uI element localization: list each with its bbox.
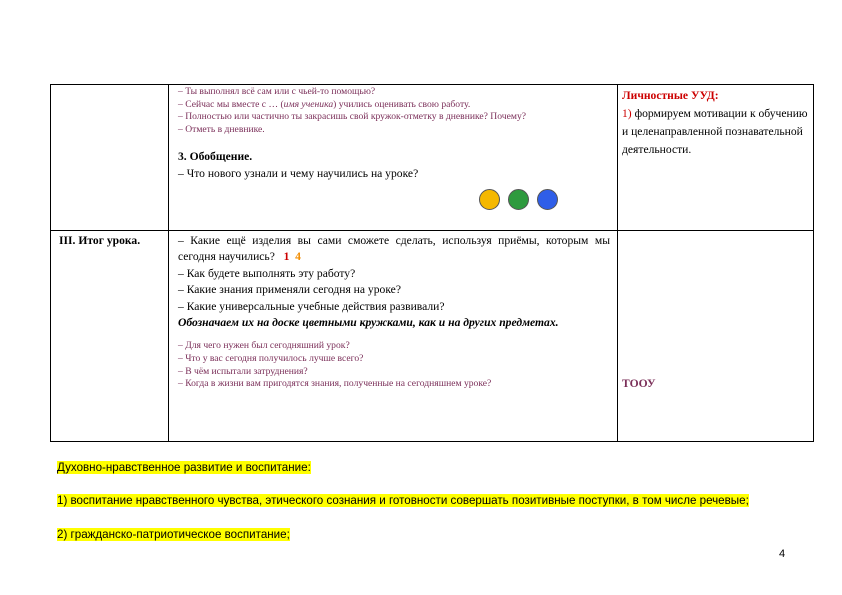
final-question: – В чём испытали затруднения? — [178, 365, 308, 377]
row1-middle-cell — [178, 86, 610, 182]
reflection-questions — [178, 86, 610, 136]
section-title: 3. Обобщение. — [178, 150, 253, 164]
blue-circle-marker — [537, 189, 558, 210]
board-note: Обозначаем их на доске цветными кружками, как и на других предметах. — [178, 316, 559, 330]
section-question: – Что нового узнали и чему научились на уроке? — [178, 166, 419, 180]
question-2: – Как будете выполнять эту работу? — [178, 266, 356, 280]
question-3: – Какие знания применяли сегодня на уроке? — [178, 283, 401, 297]
reflection-line: – Полностью или частично ты закрасишь свой кружок-отметку в дневнике? Почему? — [178, 111, 526, 123]
footer-item-1: 1) воспитание нравственного чувства, этического сознания и готовности совершать позитивные поступки, в том числе речевые; — [57, 494, 749, 507]
green-circle-marker — [508, 189, 529, 210]
mark-1: 1 — [283, 250, 290, 264]
final-question: – Для чего нужен был сегодняшний урок? — [178, 340, 350, 352]
footer-item-2: 2) гражданско-патриотическое воспитание; — [57, 528, 290, 541]
row1-uud-cell — [622, 87, 809, 159]
reflection-line: – Отметь в дневнике. — [178, 123, 265, 135]
row2-middle-cell — [178, 233, 610, 391]
row-divider — [51, 230, 813, 231]
toou-label: ТООУ — [622, 377, 656, 390]
lesson-table — [50, 84, 814, 442]
uud-text: 1) формируем мотивации к обучению и целенаправленной познавательной деятельности. — [622, 107, 808, 156]
question-1: – Какие ещё изделия вы сами сможете сделать, используя приёмы, которым мы сегодня научились? 1 4 — [178, 234, 610, 264]
uud-title: Личностные УУД: — [622, 89, 719, 102]
final-questions — [178, 340, 610, 390]
footer-heading: Духовно-нравственное развитие и воспитание: — [57, 461, 311, 474]
mark-2: 4 — [295, 250, 301, 264]
column-divider-1 — [168, 85, 169, 441]
column-divider-2 — [617, 85, 618, 441]
reflection-line: – Сейчас мы вместе с … (имя ученика) учились оценивать свою работу. — [178, 98, 471, 110]
reflection-line: – Ты выполнял всё сам или с чьей-то помощью? — [178, 86, 376, 97]
yellow-circle-marker — [479, 189, 500, 210]
final-question: – Что у вас сегодня получилось лучше всего? — [178, 353, 364, 365]
question-4: – Какие универсальные учебные действия развивали? — [178, 299, 445, 313]
final-question: – Когда в жизни вам пригодятся знания, полученные на сегодняшнем уроке? — [178, 378, 492, 390]
page-number: 4 — [779, 548, 786, 560]
stage-title: III. Итог урока. — [59, 234, 141, 247]
